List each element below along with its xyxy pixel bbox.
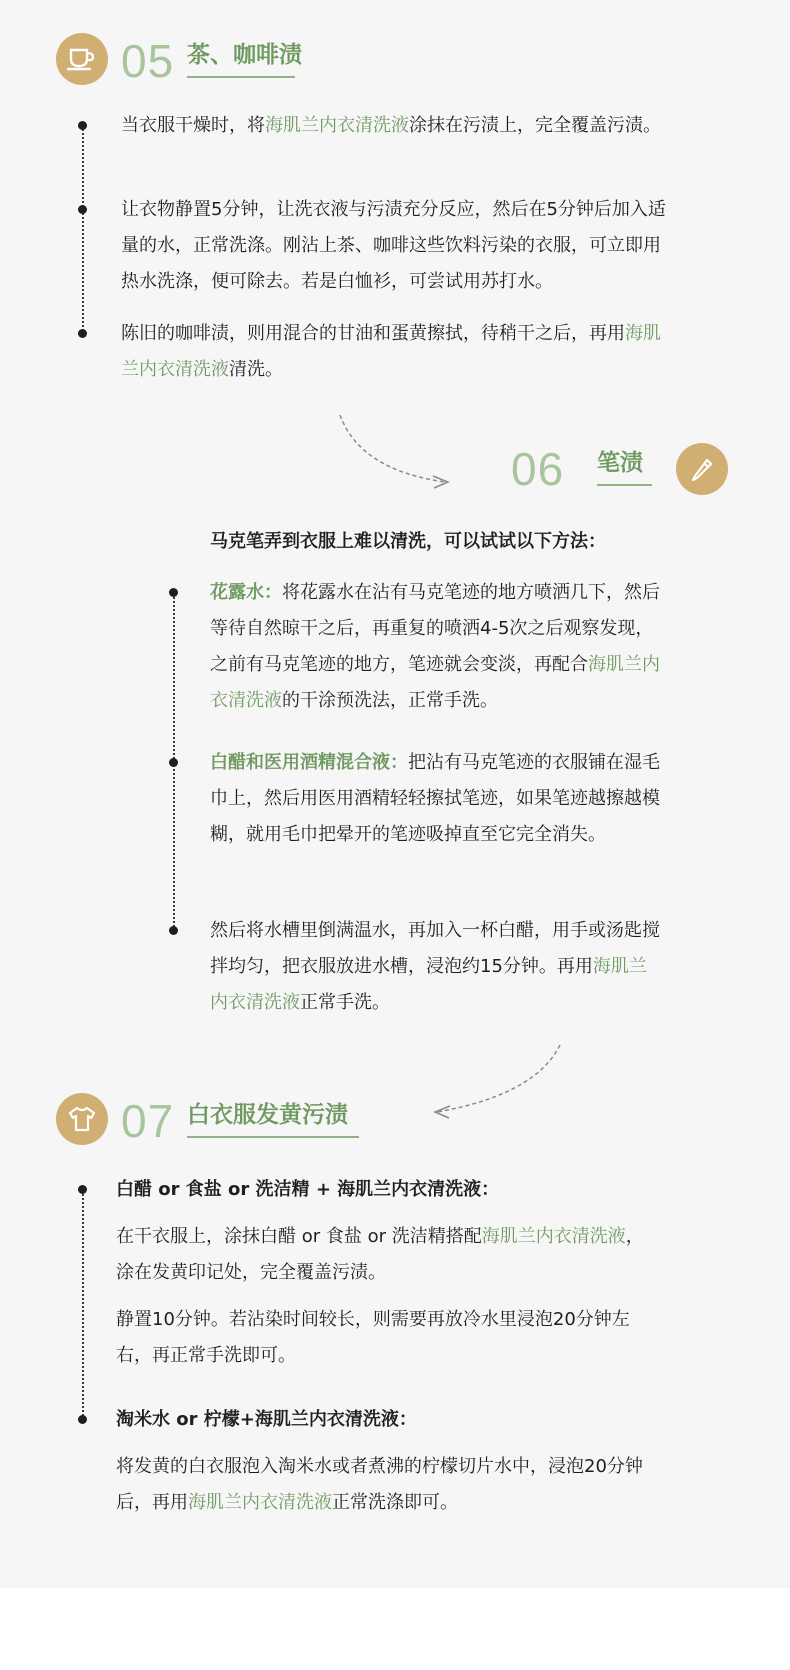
section07-timeline [82, 1190, 84, 1420]
section05-item-1: 当衣服干燥时，将海肌兰内衣清洗液涂抹在污渍上，完全覆盖污渍。 [121, 115, 661, 136]
bullet-dot [78, 121, 87, 130]
brand-name: 海肌兰内衣清洗液 [265, 115, 409, 136]
section06-title: 笔渍 [597, 450, 643, 476]
section06-item-3: 然后将水槽里倒满温水，再加入一杯白醋，用手或汤匙搅拌均匀，把衣服放进水槽，浸泡约15分钟。再用海肌兰内衣清洗液正常手洗。 [210, 920, 660, 1013]
bullet-dot [78, 205, 87, 214]
method1-paragraph-2: 静置10分钟。若沾染时间较长，则需要再放冷水里浸泡20分钟左右，再正常手洗即可。 [116, 1309, 630, 1366]
section06-title-underline [597, 484, 652, 486]
bullet-dot [169, 588, 178, 597]
method-label: 花露水： [210, 582, 282, 603]
method2-heading: 淘米水 or 柠檬+海肌兰内衣清洗液： [116, 1409, 417, 1430]
section06-intro: 马克笔弄到衣服上难以清洗，可以试试以下方法： [210, 531, 606, 552]
section06-icon-badge [676, 443, 728, 495]
section05-timeline [82, 126, 84, 334]
method1-heading: 白醋 or 食盐 or 洗洁精 + 海肌兰内衣清洗液： [116, 1179, 500, 1200]
method2-paragraph-1: 将发黄的白衣服泡入淘米水或者煮沸的柠檬切片水中，浸泡20分钟后，再用海肌兰内衣清洗液正常洗涤即可。 [116, 1456, 643, 1513]
brand-name: 海肌兰内衣清洗液 [481, 1226, 626, 1247]
section07-icon-badge [56, 1093, 108, 1145]
method-label: 白醋和医用酒精混合液： [210, 752, 408, 773]
brand-name: 海肌兰内衣清洗液 [188, 1492, 332, 1513]
section05-icon-badge [56, 33, 108, 85]
bullet-dot [78, 1415, 87, 1424]
bullet-dot [78, 1185, 87, 1194]
method1-paragraph-1: 在干衣服上，涂抹白醋 or 食盐 or 洗洁精搭配海肌兰内衣清洗液，涂在发黄印记处，完全覆盖污渍。 [116, 1226, 644, 1283]
cup-icon [67, 46, 97, 72]
brand-name: 海肌兰内衣清洗液 [210, 956, 647, 1013]
brand-name: 海肌兰内衣清洗液 [210, 654, 660, 711]
section06-number: 06 [511, 443, 565, 495]
footer-band [0, 1588, 790, 1670]
section05-title-underline [187, 76, 295, 78]
dashed-arrow-curve-2 [425, 1040, 570, 1120]
pencil-icon [688, 455, 716, 483]
brand-name: 海肌兰内衣清洗液 [121, 323, 661, 380]
tshirt-icon [67, 1105, 97, 1133]
section05-item-2: 让衣物静置5分钟，让洗衣液与污渍充分反应，然后在5分钟后加入适量的水，正常洗涤。刚沾上茶、咖啡这些饮料污染的衣服，可立即用热水洗涤，便可除去。若是白恤衫，可尝试用苏打水。 [121, 199, 666, 292]
dashed-arrow-curve-1 [330, 410, 460, 490]
section06-item-2: 白醋和医用酒精混合液：把沾有马克笔迹的衣服铺在湿毛巾上，然后用医用酒精轻轻擦拭笔迹，如果笔迹越擦越模糊，就用毛巾把晕开的笔迹吸掉直至它完全消失。 [210, 752, 660, 845]
section06-item-1: 花露水：将花露水在沾有马克笔迹的地方喷洒几下，然后等待自然晾干之后，再重复的喷洒4-5次之后观察发现，之前有马克笔迹的地方，笔迹就会变淡，再配合海肌兰内衣清洗液的干涂预洗法，正常手洗。 [210, 582, 660, 711]
section05-title: 茶、咖啡渍 [187, 42, 302, 68]
section07-number: 07 [121, 1095, 175, 1147]
section05-item-3: 陈旧的咖啡渍，则用混合的甘油和蛋黄擦拭，待稍干之后，再用海肌兰内衣清洗液清洗。 [121, 323, 661, 380]
bullet-dot [78, 329, 87, 338]
bullet-dot [169, 758, 178, 767]
bullet-dot [169, 926, 178, 935]
section07-title-underline [187, 1136, 359, 1138]
section05-number: 05 [121, 35, 175, 87]
section07-title: 白衣服发黄污渍 [187, 1102, 348, 1128]
